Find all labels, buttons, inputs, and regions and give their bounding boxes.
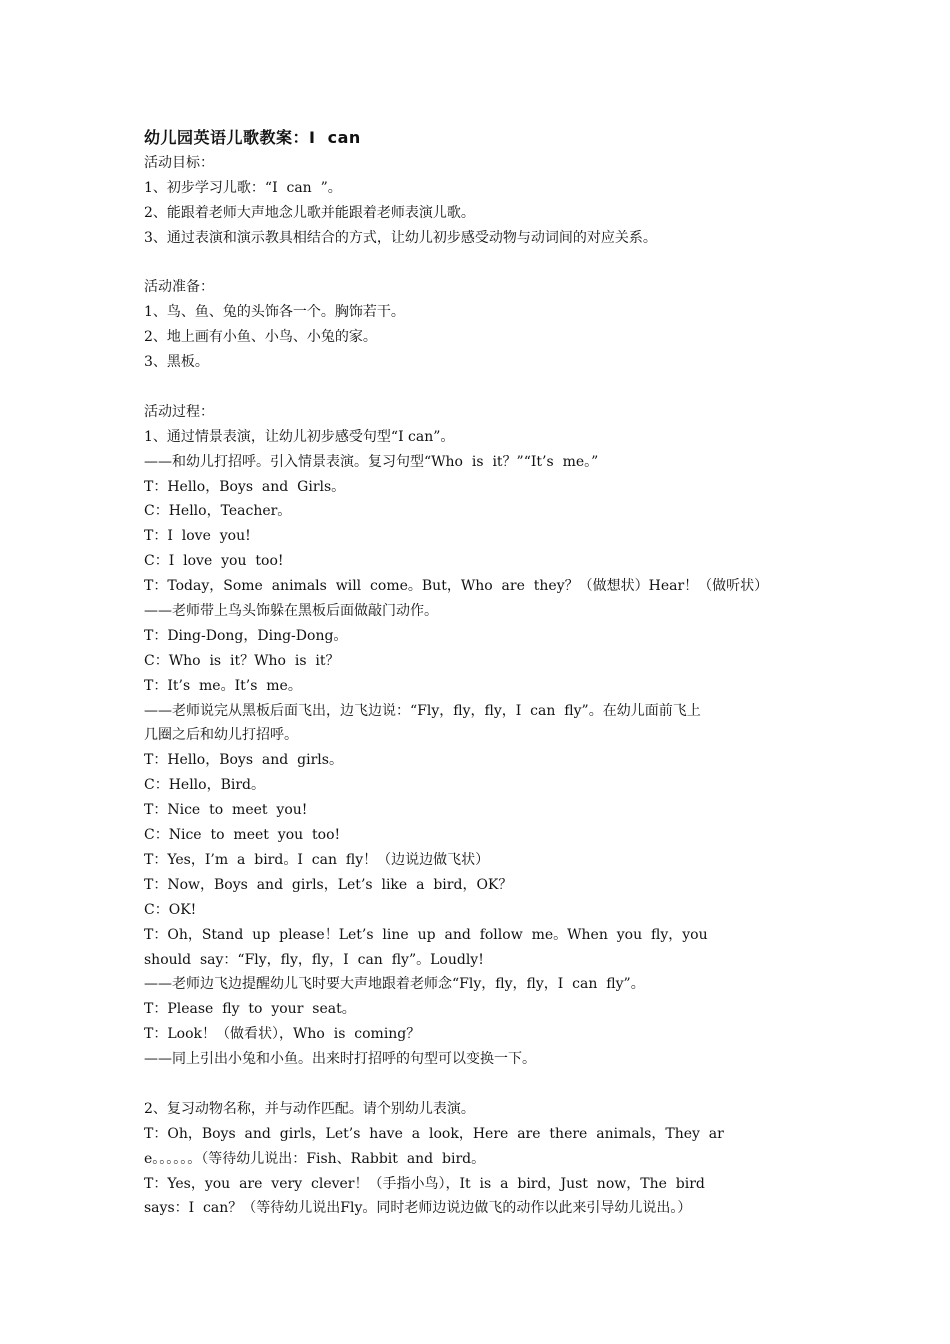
blank-line bbox=[144, 251, 812, 276]
text-line: T：Please fly to your seat。 bbox=[144, 1001, 356, 1018]
text-line: 3、通过表演和演示教具相结合的方式，让幼儿初步感受动物与动词间的对应关系。 bbox=[144, 229, 657, 246]
text-line: 活动过程： bbox=[144, 403, 214, 420]
text-line: says：I can？（等待幼儿说出Fly。同时老师边说边做飞的动作以此来引导幼儿说出。） bbox=[144, 1200, 692, 1217]
text-line: T：Hello，Boys and Girls。 bbox=[144, 478, 346, 495]
text-line: T：Hello，Boys and girls。 bbox=[144, 752, 343, 769]
text-line: T：Yes，I’m a bird。I can fly！（边说边做飞状） bbox=[144, 851, 490, 868]
text-line: C：Who is it？Who is it？ bbox=[144, 652, 340, 669]
text-line: 2、复习动物名称，并与动作匹配。请个别幼儿表演。 bbox=[144, 1100, 475, 1117]
blank-line bbox=[144, 375, 812, 400]
text-line: T：Look！（做看状），Who is coming？ bbox=[144, 1026, 421, 1043]
document-title: 幼儿园英语儿歌教案：I can bbox=[144, 128, 361, 147]
text-line: ——老师边飞边提醒幼儿飞时要大声地跟着老师念“Fly，fly，fly，I can fly”。 bbox=[144, 976, 645, 993]
text-line: T：Oh，Boys and girls，Let’s have a look，Here are there animals，They ar bbox=[144, 1125, 724, 1142]
text-line: 活动准备： bbox=[144, 279, 214, 296]
text-line: C：Hello，Teacher。 bbox=[144, 503, 292, 520]
text-line: T：Oh，Stand up please！Let’s line up and follow me。When you fly，you bbox=[144, 926, 708, 943]
text-line: 3、黑板。 bbox=[144, 354, 209, 371]
text-line: T：I love you! bbox=[144, 528, 251, 545]
text-line: 活动目标： bbox=[144, 155, 214, 171]
text-line: should say：“Fly，fly，fly，I can fly”。Loudly! bbox=[144, 951, 484, 968]
document-lines bbox=[144, 151, 812, 1221]
text-line: T：It’s me。It’s me。 bbox=[144, 677, 302, 694]
text-line: C：Hello，Bird。 bbox=[144, 777, 266, 794]
text-line: 1、通过情景表演，让幼儿初步感受句型“I can”。 bbox=[144, 428, 455, 445]
text-line: ——和幼儿打招呼。引入情景表演。复习句型“Who is it？”“It’s me。” bbox=[144, 453, 599, 470]
text-line: 1、初步学习儿歌：“I can ”。 bbox=[144, 179, 342, 196]
text-line: ——老师说完从黑板后面飞出，边飞边说：“Fly，fly，fly，I can fly”。在幼儿面前飞上 bbox=[144, 702, 701, 719]
text-line: 2、地上画有小鱼、小鸟、小兔的家。 bbox=[144, 329, 377, 346]
text-line: T：Nice to meet you! bbox=[144, 802, 308, 819]
text-line: T：Ding-Dong，Ding-Dong。 bbox=[144, 627, 348, 644]
text-line: C：OK! bbox=[144, 901, 197, 918]
text-line: ——老师带上鸟头饰躲在黑板后面做敲门动作。 bbox=[144, 603, 438, 620]
text-line: e。。。。。。（等待幼儿说出：Fish、Rabbit and bird。 bbox=[144, 1150, 486, 1167]
text-line: C：Nice to meet you too! bbox=[144, 827, 341, 844]
text-line: 2、能跟着老师大声地念儿歌并能跟着老师表演儿歌。 bbox=[144, 204, 475, 221]
document-body bbox=[144, 124, 812, 1221]
text-line: ——同上引出小兔和小鱼。出来时打招呼的句型可以变换一下。 bbox=[144, 1051, 536, 1068]
text-line: T：Today，Some animals will come。But，Who are they？（做想状）Hear！（做听状） bbox=[144, 578, 769, 595]
blank-line bbox=[144, 1072, 812, 1097]
text-line: C：I love you too! bbox=[144, 553, 284, 570]
text-line: 几圈之后和幼儿打招呼。 bbox=[144, 727, 298, 744]
text-line: T：Yes，you are very clever！（手指小鸟），It is a bird，Just now，The bird bbox=[144, 1175, 705, 1192]
text-line: T：Now，Boys and girls，Let’s like a bird，OK？ bbox=[144, 876, 513, 893]
text-line: 1、鸟、鱼、兔的头饰各一个。胸饰若干。 bbox=[144, 304, 405, 321]
